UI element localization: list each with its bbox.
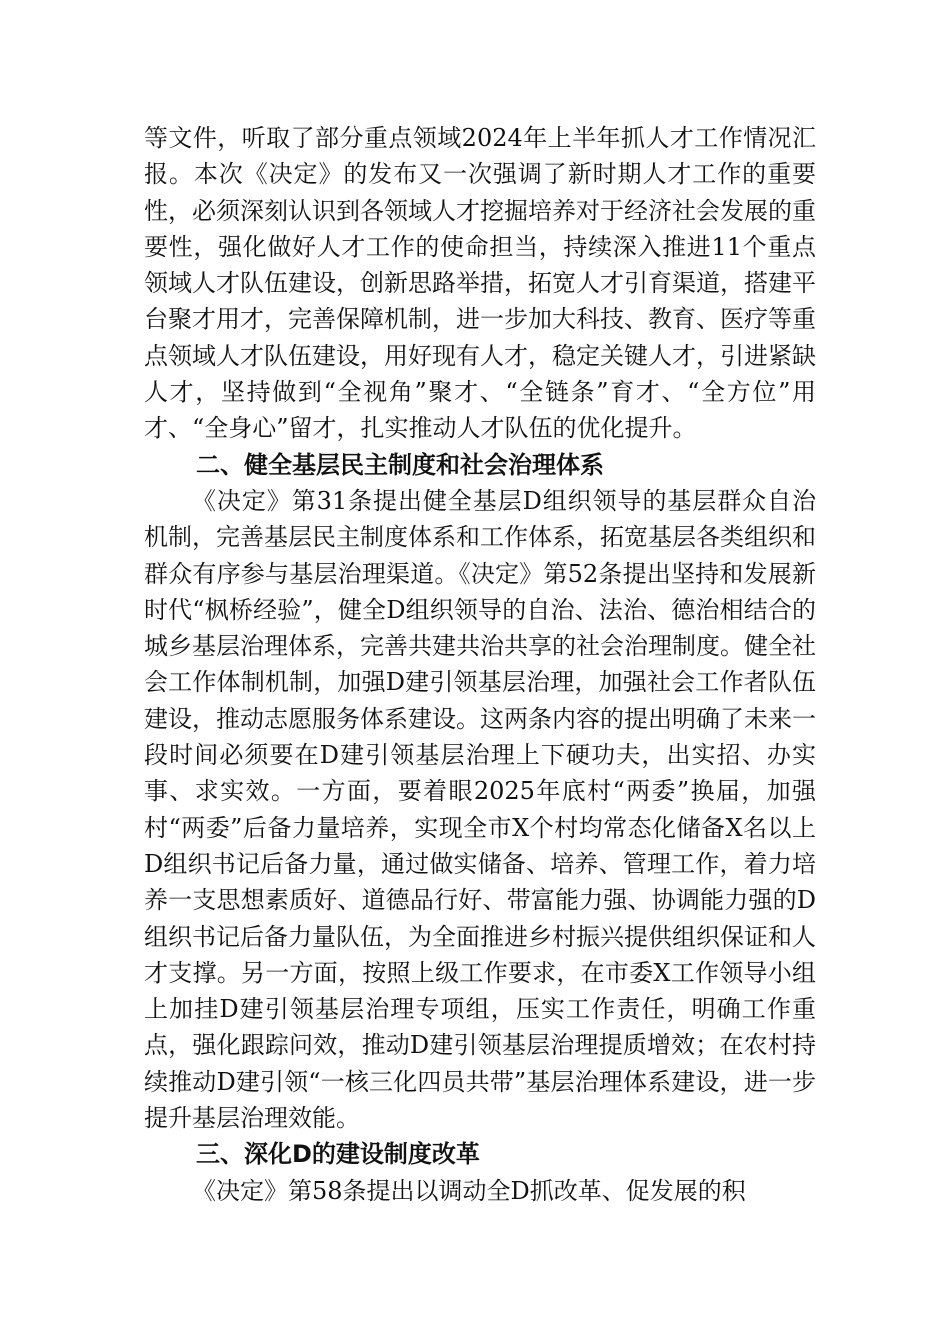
section-heading: 三、深化D的建设制度改革 (196, 1140, 480, 1169)
body-paragraph: 《决定》第31条提出健全基层D组织领导的基层群众自治机制，完善基层民主制度体系和工作体系，拓宽基层各类组织和群众有序参与基层治理渠道。《决定》第52条提出坚持和发展新时代“枫桥经验”，健全D组织领导的自治、法治、德治相结合的城乡基层治理体系，完善共建共治共享的社会治理制度。健全社会工作体制机制，加强D建引领基层治理，加强社会工作者队伍建设，推动志愿服务体系建设。这两条内容的提出明确了未来一段时间必须要在D建引领基层治理上下硬功夫，出实招、办实事、求实效。一方面，要着眼2025年底村“两委”换届，加强村“两委”后备力量培养，实现全市X个村均常态化储备X名以上D组织书记后备力量，通过做实储备、培养、管理工作，着力培养一支思想素质好、道德品行好、带富能力强、协调能力强的D组织书记后备力量队伍，为全面推进乡村振兴提供组织保证和人才支撑。另一方面，按照上级工作要求，在市委X工作领导小组上加挂D建引领基层治理专项组，压实工作责任，明确工作重点，强化跟踪问效，推动D建引领基层治理提质增效；在农村持续推动D建引领“一核三化四员共带”基层治理体系建设，进一步提升基层治理效能。 (144, 486, 816, 1133)
document-body (144, 120, 816, 1209)
body-paragraph: 《决定》第58条提出以调动全D抓改革、促发展的积 (192, 1176, 746, 1205)
body-paragraph: 等文件，听取了部分重点领域2024年上半年抓人才工作情况汇报。本次《决定》的发布又一次强调了新时期人才工作的重要性，必须深刻认识到各领域人才挖掘培养对于经济社会发展的重要性，强化做好人才工作的使命担当，持续深入推进11个重点领域人才队伍建设，创新思路举措，拓宽人才引育渠道，搭建平台聚才用才，完善保障机制，进一步加大科技、教育、医疗等重点领域人才队伍建设，用好现有人才，稳定关键人才，引进紧缺人才，坚持做到“全视角”聚才、“全链条”育才、“全方位”用才、“全身心”留才，扎实推动人才队伍的优化提升。 (144, 124, 816, 443)
section-heading: 二、健全基层民主制度和社会治理体系 (196, 450, 604, 479)
